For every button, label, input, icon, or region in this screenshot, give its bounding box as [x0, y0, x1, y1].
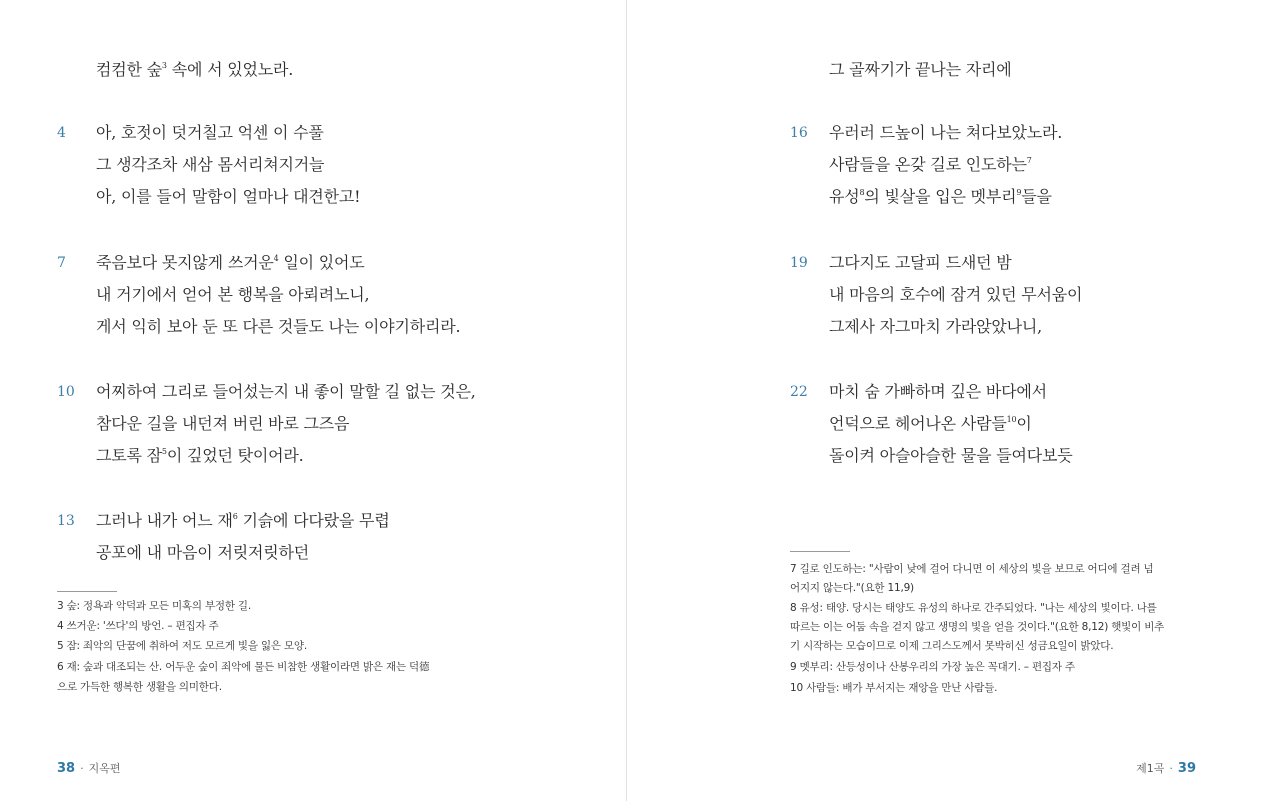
verse-line: 언덕으로 헤어나온 사람들$^{10}$이 [829, 414, 1032, 433]
verse-line: 마치 숨 가빠하며 깊은 바다에서 [829, 382, 1047, 401]
verse-line: 죽음보다 못지않게 쓰거운$^4$ 일이 있어도 [96, 253, 365, 272]
verse-number: 13 [57, 513, 75, 529]
footnote: 6 재: 숲과 대조되는 산. 어두운 숲이 죄악에 물든 비참한 생활이라면 밝은 재는 덕德 [57, 661, 430, 673]
left-page [0, 0, 626, 801]
verse-line: 유성$^8$의 빛살을 입은 멧부리$^9$들을 [829, 187, 1052, 206]
verse-line: 그다지도 고달피 드새던 밤 [829, 253, 1012, 272]
verse-line: 돌이켜 아슬아슬한 물을 들여다보듯 [829, 446, 1073, 465]
verse-line: 컴컴한 숲$^3$ 속에 서 있었노라. [96, 60, 294, 79]
footnote: 으로 가득한 행복한 생활을 의미한다. [57, 681, 222, 693]
verse-line: 내 마음의 호수에 잠겨 있던 무서움이 [829, 285, 1083, 304]
page-folio: 38 · 지옥편 [57, 761, 121, 776]
footnote: 7 길로 인도하는: "사람이 낮에 걸어 다니면 이 세상의 빛을 보므로 어디에 걸려 넘 [790, 563, 1154, 575]
verse-line: 사람들을 온갖 길로 인도하는$^7$ [829, 155, 1032, 174]
verse-line: 우러러 드높이 나는 쳐다보았노라. [829, 123, 1063, 142]
verse-line: 게서 익히 보아 둔 또 다른 것들도 나는 이야기하리라. [96, 317, 461, 336]
footnote: 8 유성: 태양. 당시는 태양도 유성의 하나로 간주되었다. "나는 세상의 빛이다. 나를 [790, 602, 1157, 614]
footnote: 어지지 않는다."(요한 11,9) [790, 582, 914, 594]
verse-line: 아, 호젓이 덧거칠고 억센 이 수풀 [96, 123, 324, 142]
verse-line: 그토록 잠$^5$이 깊었던 탓이어라. [96, 446, 304, 465]
footnote: 3 숲: 정욕과 악덕과 모든 미혹의 부정한 길. [57, 600, 252, 612]
verse-number: 7 [57, 255, 66, 271]
verse-number: 10 [57, 384, 75, 400]
right-page [627, 0, 1280, 801]
footnote-divider [790, 551, 850, 552]
verse-line: 참다운 길을 내던져 버린 바로 그즈음 [96, 414, 350, 433]
verse-number: 19 [790, 255, 808, 271]
footnote: 5 잠: 죄악의 단꿈에 취하여 저도 모르게 빛을 잃은 모양. [57, 640, 307, 652]
page-number: 39 [1177, 761, 1196, 776]
page-number: 38 [57, 761, 76, 776]
verse-line: 그러나 내가 어느 재$^6$ 기슭에 다다랐을 무렵 [96, 511, 390, 530]
verse-line: 아, 이를 들어 말함이 얼마나 대견한고! [96, 187, 361, 206]
verse-number: 22 [790, 384, 808, 400]
verse-line: 공포에 내 마음이 저릿저릿하던 [96, 543, 309, 562]
verse-line: 내 거기에서 얻어 본 행복을 아뢰려노니, [96, 285, 370, 304]
page-folio: 제1곡 · 39 [1136, 761, 1196, 776]
footnote-divider [57, 591, 117, 592]
verse-line: 그제사 자그마치 가라앉았나니, [829, 317, 1042, 336]
footnote: 4 쓰거운: '쓰다'의 방언. – 편집자 주 [57, 620, 219, 632]
verse-line: 그 생각조차 새삼 몸서리쳐지거늘 [96, 155, 325, 174]
section-title: 지옥편 [88, 762, 121, 775]
verse-number: 16 [790, 125, 808, 141]
footnote: 9 멧부리: 산등성이나 산봉우리의 가장 높은 꼭대기. – 편집자 주 [790, 661, 1075, 673]
footnote: 기 시작하는 모습이므로 이제 그리스도께서 못박히신 성금요일이 밝았다. [790, 640, 1114, 652]
footnote: 10 사람들: 배가 부서지는 재앙을 만난 사람들. [790, 682, 998, 694]
verse-number: 4 [57, 125, 66, 141]
footnote: 따르는 이는 어둠 속을 걷지 않고 생명의 빛을 얻을 것이다."(요한 8,12) 햇빛이 비추 [790, 621, 1165, 633]
verse-line: 그 골짜기가 끝나는 자리에 [829, 60, 1012, 79]
verse-line: 어찌하여 그리로 들어섰는지 내 좋이 말할 길 없는 것은, [96, 382, 476, 401]
section-title: 제1곡 [1136, 762, 1165, 775]
